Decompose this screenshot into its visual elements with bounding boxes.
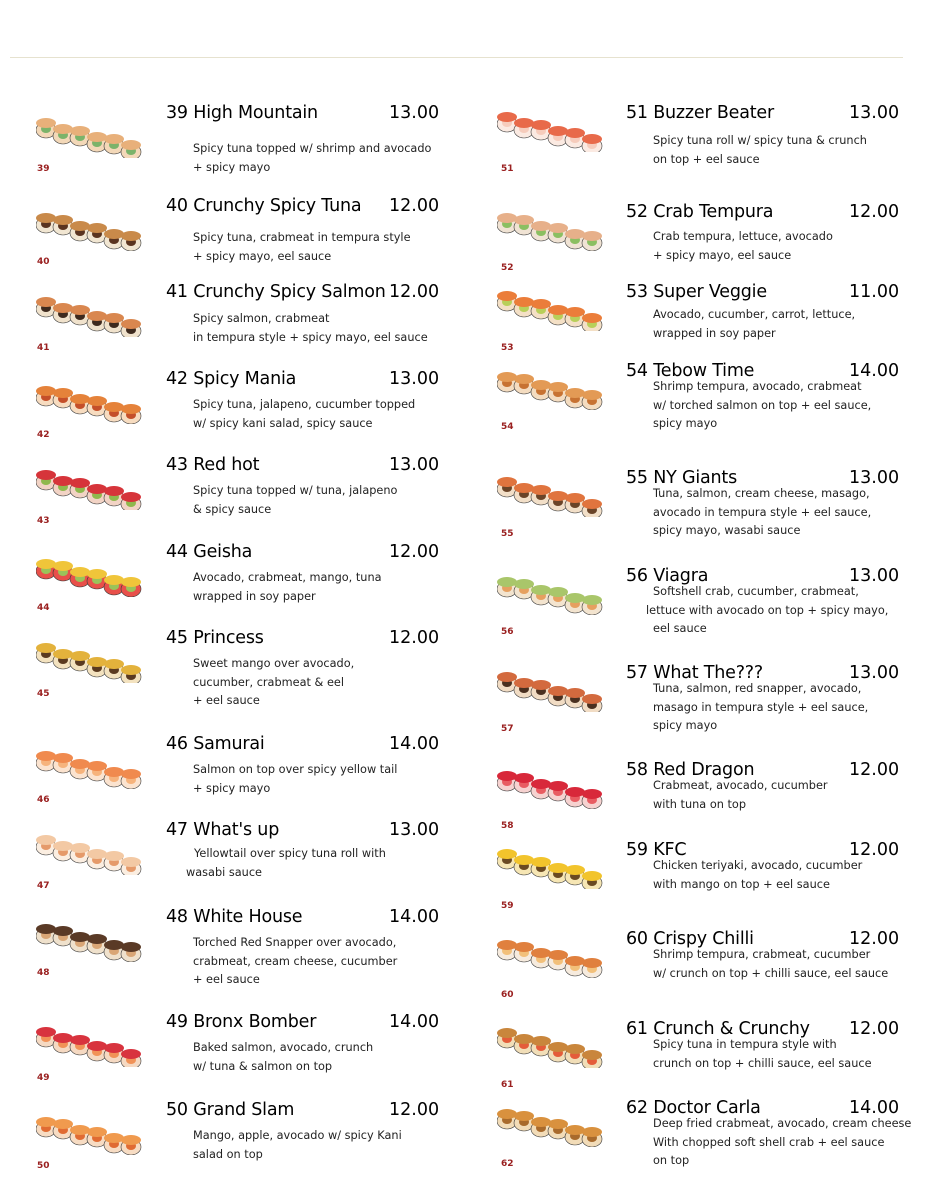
item-description-line: Torched Red Snapper over avocado,	[193, 936, 397, 949]
item-description-line: Crab tempura, lettuce, avocado	[653, 230, 833, 243]
item-description	[653, 857, 862, 894]
item-description-line: spicy mayo	[653, 417, 718, 430]
item-description-line: Baked salmon, avocado, crunch	[193, 1041, 374, 1054]
item-description-line: avocado in tempura style + eel sauce,	[653, 505, 872, 519]
sushi-roll-photo	[497, 928, 605, 978]
item-number-label: 42	[37, 430, 50, 440]
item-description	[193, 655, 354, 711]
item-description-line: eel sauce	[653, 622, 707, 635]
item-number-label: 53	[501, 343, 514, 353]
sushi-roll-photo	[497, 565, 605, 615]
item-description-line: masago in tempura style + eel sauce,	[653, 700, 869, 714]
item-description	[193, 482, 397, 519]
item-description-line: salad on top	[193, 1147, 263, 1161]
item-number-label: 55	[501, 529, 514, 539]
item-price: 12.00	[849, 840, 900, 860]
item-name: 41 Crunchy Spicy Salmon	[166, 282, 386, 302]
item-description-line: Spicy tuna topped w/ tuna, jalapeno	[193, 484, 398, 497]
item-description-line: Crabmeat, avocado, cucumber	[653, 779, 828, 792]
sushi-roll-photo	[497, 360, 605, 410]
item-description-line: w/ torched salmon on top + eel sauce,	[653, 398, 872, 412]
item-price: 13.00	[849, 103, 900, 123]
item-description-line: in tempura style + spicy mayo, eel sauce	[193, 330, 428, 344]
item-description-line: + spicy mayo	[193, 781, 271, 795]
item-name: 39 High Mountain	[166, 103, 318, 123]
item-description-line: Deep fried crabmeat, avocado, cream cheese	[653, 1117, 912, 1130]
item-price: 12.00	[389, 542, 440, 562]
item-description-line: w/ crunch on top + chilli sauce, eel sauce	[653, 966, 889, 980]
item-name: 48 White House	[166, 907, 303, 927]
item-name: 55 NY Giants	[626, 468, 737, 488]
item-description-line: on top	[653, 1154, 690, 1167]
item-description	[653, 306, 855, 343]
item-number-label: 39	[37, 164, 50, 174]
item-description-line: Avocado, crabmeat, mango, tuna	[193, 571, 382, 584]
item-price: 13.00	[849, 468, 900, 488]
item-description-line: with tuna on top	[653, 797, 746, 811]
item-description	[193, 1039, 373, 1076]
sushi-roll-photo	[36, 547, 144, 597]
sushi-roll-photo	[497, 759, 605, 809]
item-description-line: + spicy mayo	[193, 160, 271, 174]
sushi-roll-photo	[36, 201, 144, 251]
item-number-label: 56	[501, 627, 514, 637]
item-name: 61 Crunch & Crunchy	[626, 1019, 810, 1039]
item-description-line: with mango on top + eel sauce	[653, 877, 830, 891]
item-name: 57 What The???	[626, 663, 763, 683]
item-description	[193, 396, 415, 433]
item-description-line: + eel sauce	[193, 973, 260, 986]
item-description-line: With chopped soft shell crab + eel sauce	[653, 1135, 885, 1149]
item-description	[653, 777, 828, 814]
item-price: 14.00	[389, 1012, 440, 1032]
item-number-label: 47	[37, 881, 50, 891]
item-name: 51 Buzzer Beater	[626, 103, 774, 123]
item-number-label: 49	[37, 1073, 50, 1083]
item-description-line: w/ tuna & salmon on top	[193, 1059, 333, 1073]
item-description	[653, 1036, 872, 1073]
item-name: 42 Spicy Mania	[166, 369, 297, 389]
item-price: 13.00	[849, 566, 900, 586]
item-number-label: 61	[501, 1080, 514, 1090]
item-price: 12.00	[389, 196, 440, 216]
item-description-line: Spicy tuna in tempura style with	[653, 1038, 837, 1051]
sushi-roll-photo	[36, 912, 144, 962]
item-number-label: 45	[37, 689, 50, 699]
sushi-roll-photo	[497, 201, 605, 251]
item-price: 12.00	[389, 628, 440, 648]
sushi-roll-photo	[36, 825, 144, 875]
item-description-line: wasabi sauce	[186, 865, 263, 879]
item-number-label: 48	[37, 968, 50, 978]
item-name: 56 Viagra	[626, 566, 709, 586]
sushi-roll-photo	[36, 374, 144, 424]
item-description-line: spicy mayo, wasabi sauce	[653, 524, 801, 537]
item-description-line: Sweet mango over avocado,	[193, 657, 355, 670]
item-description-line: wrapped in soy paper	[193, 589, 316, 603]
sushi-roll-photo	[36, 1105, 144, 1155]
sushi-roll-photo	[36, 287, 144, 337]
item-description	[653, 1115, 911, 1171]
item-description-line: Tuna, salmon, red snapper, avocado,	[653, 682, 862, 695]
item-name: 40 Crunchy Spicy Tuna	[166, 196, 362, 216]
item-number-label: 51	[501, 164, 514, 174]
item-name: 60 Crispy Chilli	[626, 929, 754, 949]
item-number-label: 41	[37, 343, 50, 353]
item-description	[193, 761, 397, 798]
item-description	[193, 1127, 402, 1164]
item-description-line: Salmon on top over spicy yellow tail	[193, 763, 398, 776]
item-description	[653, 378, 871, 434]
item-description-line: Mango, apple, avocado w/ spicy Kani	[193, 1129, 402, 1142]
item-description-line: spicy mayo	[653, 719, 718, 732]
item-description-line: + spicy mayo, eel sauce	[193, 249, 332, 263]
item-description-line: & spicy sauce	[193, 502, 272, 516]
item-description-line: Spicy tuna, jalapeno, cucumber topped	[193, 398, 416, 411]
sushi-roll-photo	[36, 739, 144, 789]
item-description	[653, 228, 833, 265]
item-number-label: 57	[501, 724, 514, 734]
item-price: 12.00	[849, 202, 900, 222]
item-name: 50 Grand Slam	[166, 1100, 295, 1120]
item-description-line: Spicy salmon, crabmeat	[193, 312, 330, 325]
item-number-label: 58	[501, 821, 514, 831]
item-number-label: 43	[37, 516, 50, 526]
item-price: 12.00	[849, 1019, 900, 1039]
item-price: 13.00	[849, 663, 900, 683]
item-name: 53 Super Veggie	[626, 282, 767, 302]
item-name: 44 Geisha	[166, 542, 253, 562]
item-description-line: cucumber, crabmeat & eel	[193, 675, 344, 689]
item-description-line: crabmeat, cream cheese, cucumber	[193, 954, 398, 968]
item-number-label: 52	[501, 263, 514, 273]
item-description	[646, 583, 889, 639]
item-number-label: 40	[37, 257, 50, 267]
item-description-line: Spicy tuna, crabmeat in tempura style	[193, 231, 411, 244]
sushi-roll-photo	[497, 662, 605, 712]
sushi-roll-photo	[497, 839, 605, 889]
item-name: 46 Samurai	[166, 734, 265, 754]
item-number-label: 54	[501, 422, 514, 432]
item-name: 54 Tebow Time	[626, 361, 755, 381]
item-price: 11.00	[849, 282, 900, 302]
item-name: 52 Crab Tempura	[626, 202, 774, 222]
sushi-roll-photo	[497, 281, 605, 331]
item-price: 13.00	[389, 820, 440, 840]
item-description	[193, 569, 382, 606]
sushi-roll-photo	[36, 1017, 144, 1067]
item-description-line: Shrimp tempura, avocado, crabmeat	[653, 380, 862, 393]
item-description-line: on top + eel sauce	[653, 152, 760, 166]
item-description-line: + eel sauce	[193, 694, 260, 707]
item-number-label: 62	[501, 1159, 514, 1169]
item-description-line: Spicy tuna topped w/ shrimp and avocado	[193, 142, 432, 155]
item-description-line: Spicy tuna roll w/ spicy tuna & crunch	[653, 134, 867, 147]
item-description-line: crunch on top + chilli sauce, eel sauce	[653, 1056, 872, 1070]
item-description	[653, 485, 871, 541]
item-number-label: 59	[501, 901, 514, 911]
sushi-roll-photo	[497, 467, 605, 517]
item-price: 14.00	[849, 361, 900, 381]
item-name: 45 Princess	[166, 628, 264, 648]
item-name: 58 Red Dragon	[626, 760, 755, 780]
item-price: 13.00	[389, 369, 440, 389]
item-description	[653, 680, 868, 736]
item-description	[186, 845, 386, 882]
item-description-line: lettuce with avocado on top + spicy mayo,	[646, 603, 889, 617]
item-description-line: Chicken teriyaki, avocado, cucumber	[653, 859, 863, 872]
item-number-label: 46	[37, 795, 50, 805]
item-description	[193, 229, 411, 266]
item-description-line: w/ spicy kani salad, spicy sauce	[193, 416, 373, 430]
sushi-roll-photo	[36, 108, 144, 158]
item-price: 13.00	[389, 103, 440, 123]
item-number-label: 44	[37, 603, 50, 613]
item-price: 14.00	[389, 734, 440, 754]
item-name: 62 Doctor Carla	[626, 1098, 761, 1118]
sushi-roll-photo	[36, 633, 144, 683]
sushi-roll-photo	[497, 102, 605, 152]
sushi-roll-photo	[497, 1097, 605, 1147]
item-description	[653, 946, 888, 983]
item-name: 49 Bronx Bomber	[166, 1012, 317, 1032]
item-price: 14.00	[389, 907, 440, 927]
item-price: 12.00	[849, 760, 900, 780]
item-description-line: wrapped in soy paper	[653, 326, 776, 340]
item-name: 59 KFC	[626, 840, 687, 860]
sushi-roll-photo	[36, 460, 144, 510]
item-description-line: + spicy mayo, eel sauce	[653, 248, 792, 262]
item-description-line: Avocado, cucumber, carrot, lettuce,	[653, 308, 856, 321]
item-description-line: Tuna, salmon, cream cheese, masago,	[653, 487, 870, 500]
item-description	[193, 934, 397, 990]
item-price: 12.00	[389, 1100, 440, 1120]
item-price: 14.00	[849, 1098, 900, 1118]
item-description	[193, 140, 431, 177]
item-price: 13.00	[389, 455, 440, 475]
top-divider	[10, 57, 903, 58]
item-description	[653, 132, 867, 169]
item-price: 12.00	[849, 929, 900, 949]
item-description-line: Softshell crab, cucumber, crabmeat,	[653, 585, 859, 598]
item-name: 43 Red hot	[166, 455, 260, 475]
item-price: 12.00	[389, 282, 440, 302]
item-description-line: Shrimp tempura, crabmeat, cucumber	[653, 948, 871, 961]
item-description	[193, 310, 428, 347]
sushi-roll-photo	[497, 1018, 605, 1068]
item-description-line: Yellowtail over spicy tuna roll with	[194, 847, 386, 860]
item-name: 47 What's up	[166, 820, 280, 840]
item-number-label: 60	[501, 990, 514, 1000]
item-number-label: 50	[37, 1161, 50, 1171]
